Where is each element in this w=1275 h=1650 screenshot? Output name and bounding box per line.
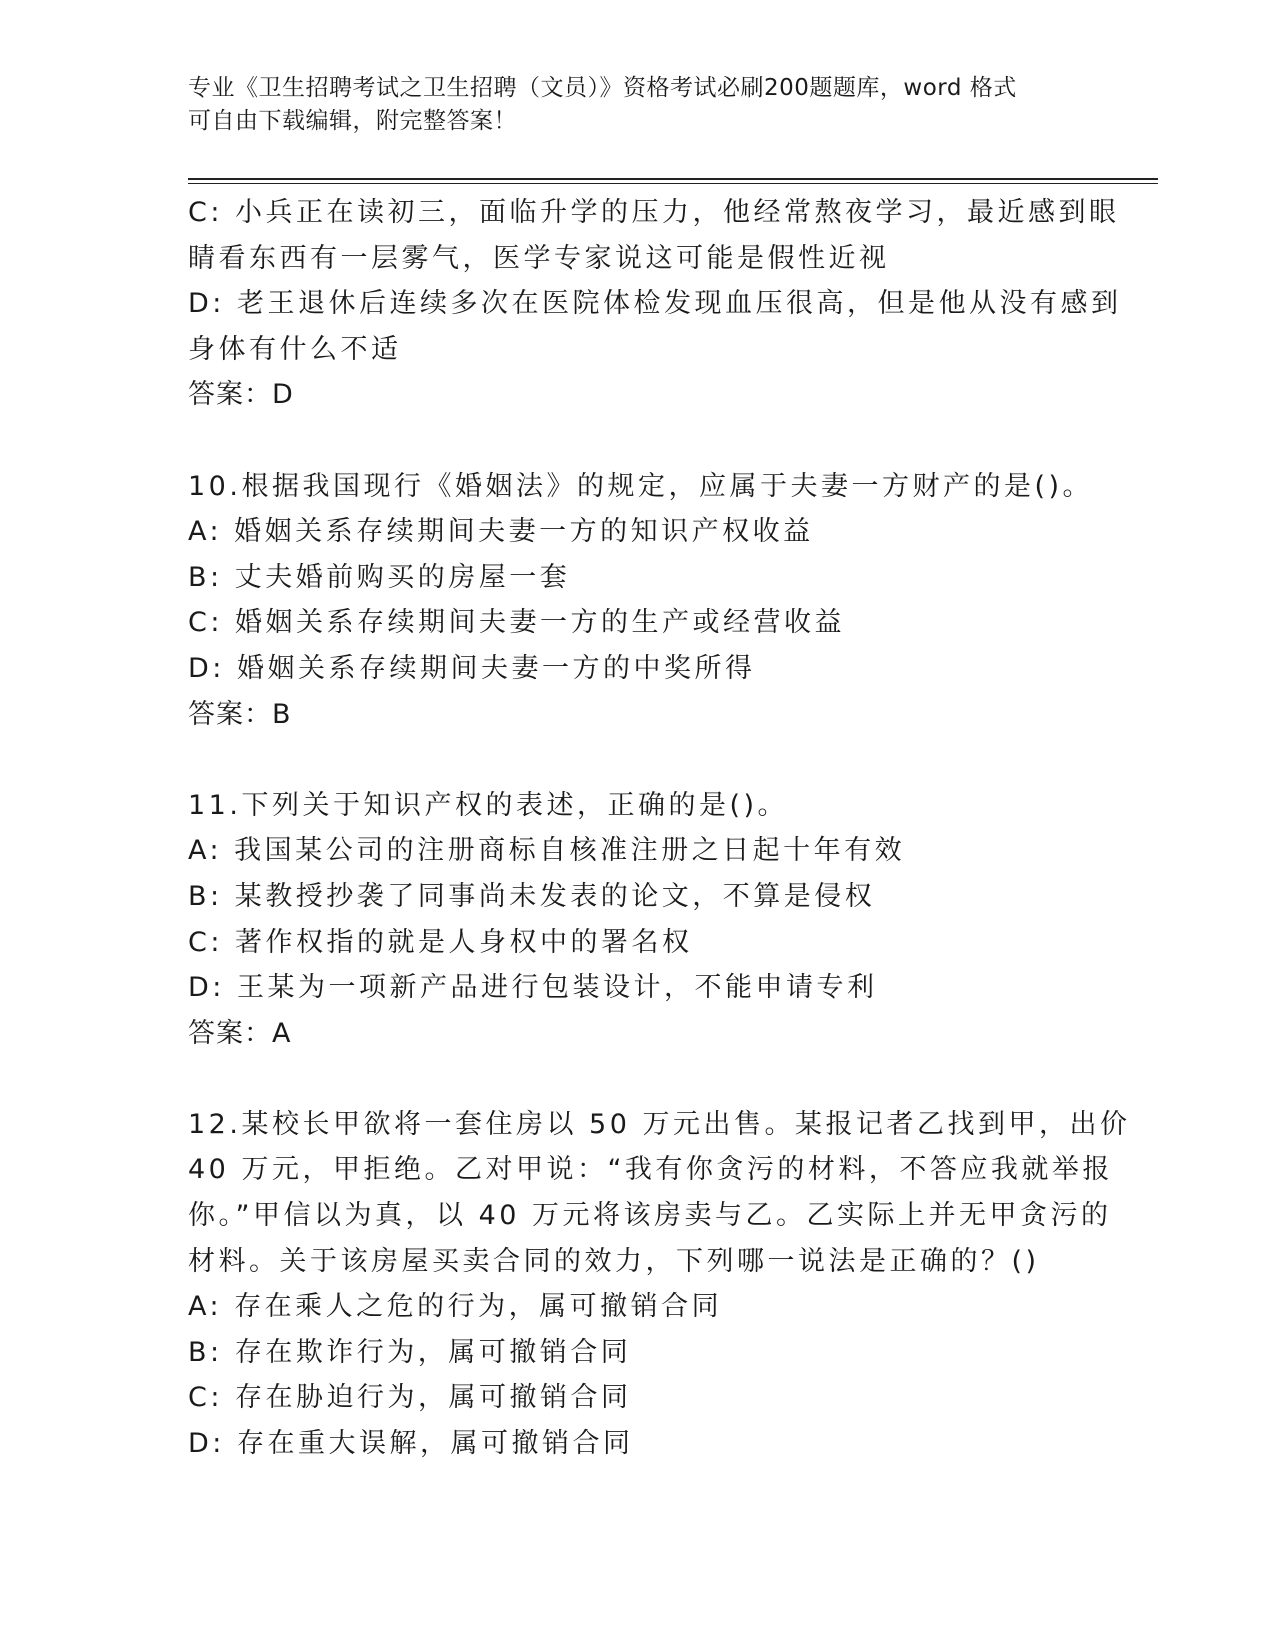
q9-option-c-line-2: 睛看东西有一层雾气，医学专家说这可能是假性近视 xyxy=(188,242,890,274)
q12-question-line-4: 材料。关于该房屋买卖合同的效力，下列哪一说法是正确的？() xyxy=(188,1245,1040,1277)
q9-option-c-line-1: C: 小兵正在读初三，面临升学的压力，他经常熬夜学习，最近感到眼 xyxy=(188,197,1120,228)
q12-option-c: C: 存在胁迫行为，属可撤销合同 xyxy=(188,1382,632,1414)
question-11 xyxy=(188,783,1088,1057)
q10-answer: 答案：B xyxy=(188,698,292,730)
q9-answer: 答案：D xyxy=(188,379,294,411)
document-header xyxy=(188,72,1058,138)
q10-option-b: B: 丈夫婚前购买的房屋一套 xyxy=(188,561,571,593)
q10-option-d: D: 婚姻关系存续期间夫妻一方的中奖所得 xyxy=(188,652,756,684)
header-rule-thin xyxy=(188,183,1158,184)
q12-question-line-1: 12.某校长甲欲将一套住房以 50 万元出售。某报记者乙找到甲，出价 xyxy=(188,1108,1131,1140)
q12-option-b: B: 存在欺诈行为，属可撤销合同 xyxy=(188,1336,632,1368)
document-body xyxy=(188,190,1131,1467)
spacer xyxy=(188,737,1088,783)
question-9-continued xyxy=(188,190,1122,418)
header-rule-thick xyxy=(188,178,1158,180)
question-12 xyxy=(188,1102,1131,1467)
q11-option-c: C: 著作权指的就是人身权中的署名权 xyxy=(188,926,693,958)
spacer xyxy=(188,418,1088,464)
question-10 xyxy=(188,464,1094,738)
q10-option-a: A: 婚姻关系存续期间夫妻一方的知识产权收益 xyxy=(188,516,814,548)
q12-option-a: A: 存在乘人之危的行为，属可撤销合同 xyxy=(188,1291,723,1323)
q11-option-d: D: 王某为一项新产品进行包装设计，不能申请专利 xyxy=(188,972,878,1004)
q9-option-d-line-1: D: 老王退休后连续多次在医院体检发现血压很高，但是他从没有感到 xyxy=(188,288,1122,320)
q10-question: 10.根据我国现行《婚姻法》的规定，应属于夫妻一方财产的是()。 xyxy=(188,470,1094,502)
q9-option-d-line-2: 身体有什么不适 xyxy=(188,333,402,365)
header-line-1: 专业《卫生招聘考试之卫生招聘（文员）》资格考试必刷200题题库，word 格式 xyxy=(188,75,1017,101)
q11-option-b: B: 某教授抄袭了同事尚未发表的论文，不算是侵权 xyxy=(188,880,876,912)
header-line-2: 可自由下载编辑，附完整答案！ xyxy=(188,108,517,134)
q12-option-d: D: 存在重大误解，属可撤销合同 xyxy=(188,1428,634,1460)
spacer xyxy=(188,1056,1088,1102)
q11-answer: 答案：A xyxy=(188,1017,292,1049)
q10-option-c: C: 婚姻关系存续期间夫妻一方的生产或经营收益 xyxy=(188,607,846,639)
q12-question-line-2: 40 万元，甲拒绝。乙对甲说：“我有你贪污的材料，不答应我就举报 xyxy=(188,1154,1113,1186)
q11-option-a: A: 我国某公司的注册商标自核准注册之日起十年有效 xyxy=(188,835,906,867)
q11-question: 11.下列关于知识产权的表述，正确的是()。 xyxy=(188,789,789,821)
q12-question-line-3: 你。”甲信以为真，以 40 万元将该房卖与乙。乙实际上并无甲贪污的 xyxy=(188,1200,1112,1232)
